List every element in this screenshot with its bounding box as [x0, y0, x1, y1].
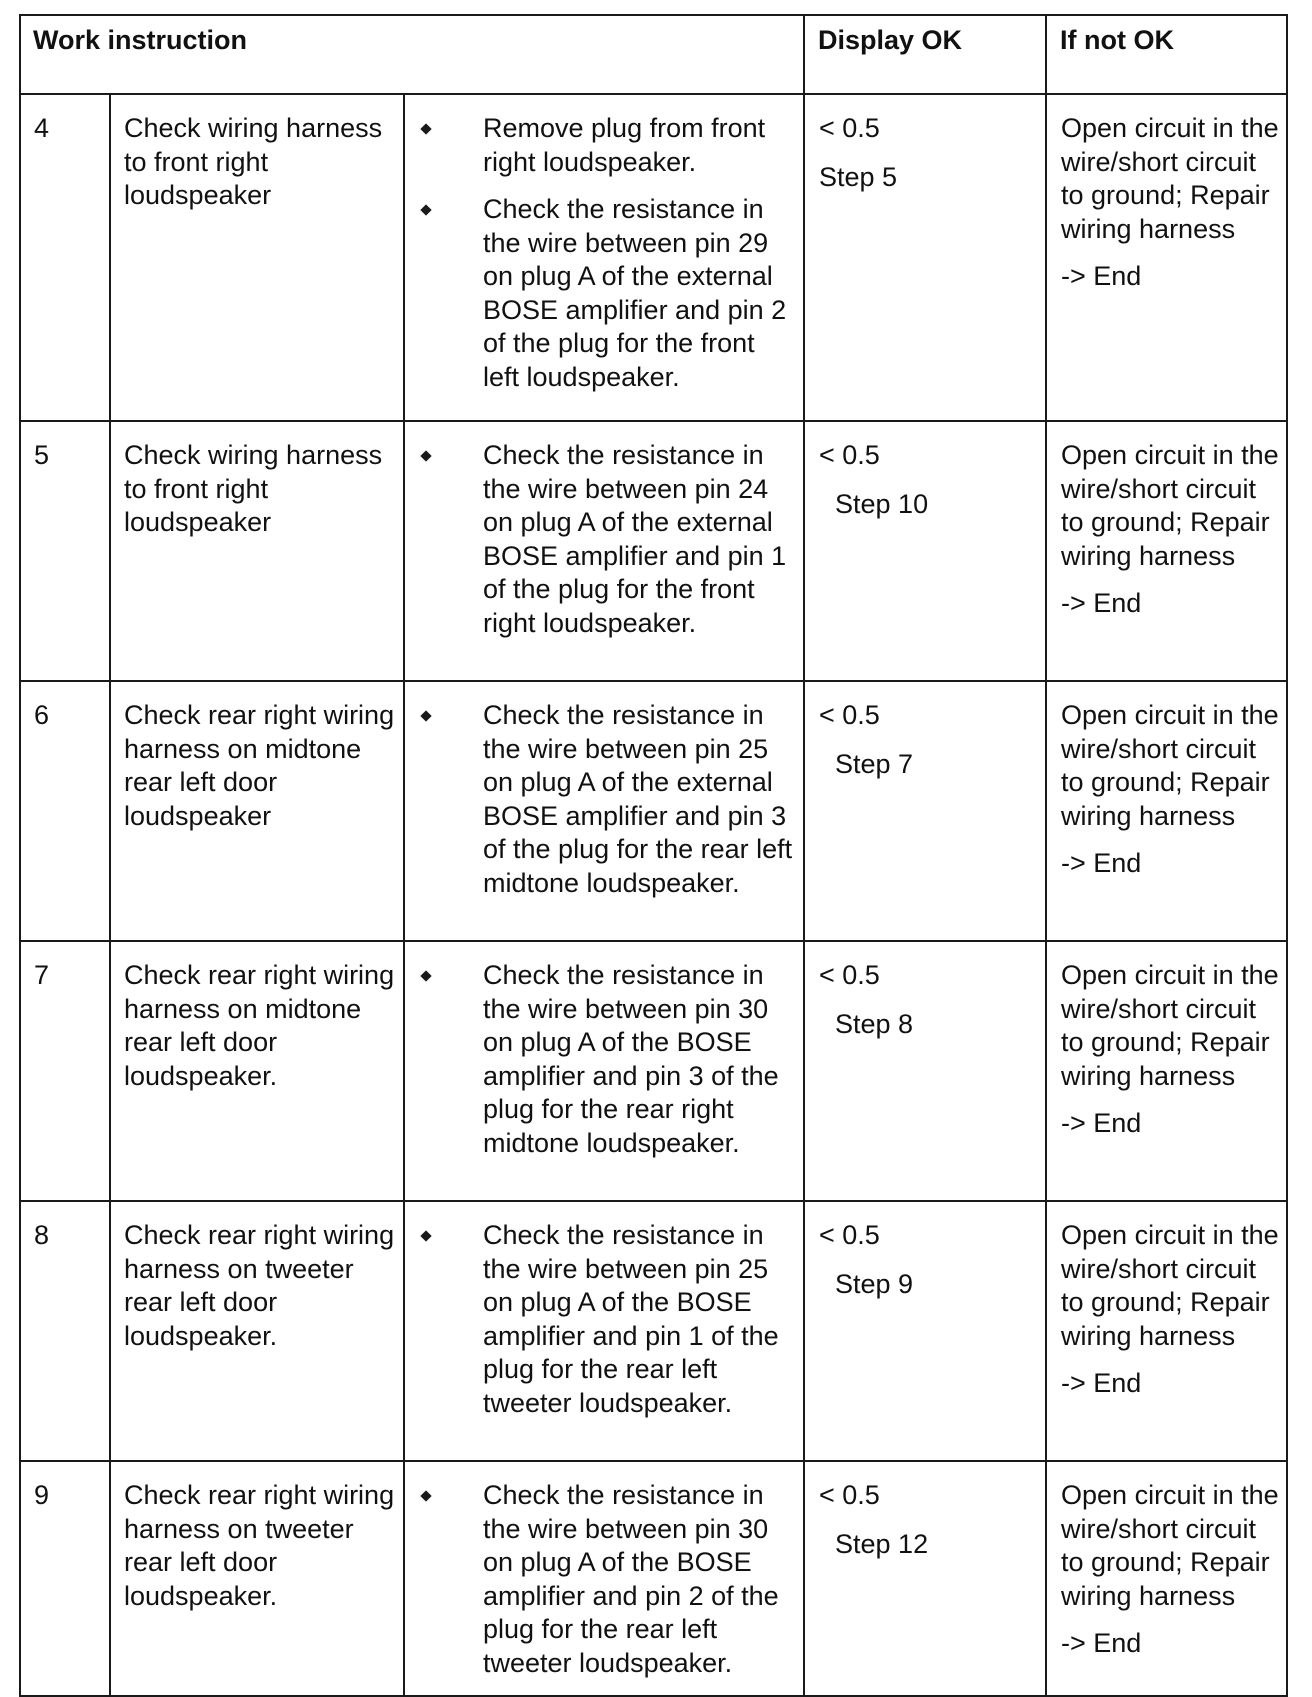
- not-ok-text: Open circuit in the wire/short circuit to ground; Repair wiring harness: [1061, 113, 1279, 244]
- action-list: [405, 1479, 797, 1680]
- step-actions: [404, 421, 804, 681]
- work-instruction-table: [19, 14, 1288, 1697]
- ok-threshold: < 0.5: [819, 1480, 880, 1510]
- step-description: Check rear right wiring harness on tweeter rear left door loudspeaker.: [110, 1201, 404, 1461]
- ok-threshold: < 0.5: [819, 700, 880, 730]
- not-ok-cell: [1046, 421, 1287, 681]
- action-list: [405, 439, 797, 640]
- display-ok-cell: [804, 681, 1046, 941]
- action-text: Check the resistance in the wire between pin 25 on plug A of the external BOSE amplifier and pin 3 of the plug for the rear left midtone loudspeaker.: [483, 700, 793, 898]
- ok-next-step: Step 8: [835, 1008, 914, 1039]
- list-item: [405, 193, 797, 394]
- action-list: [405, 959, 797, 1160]
- ok-next-step: Step 12: [835, 1528, 929, 1559]
- not-ok-end: -> End: [1061, 1628, 1142, 1658]
- list-item: [405, 439, 797, 640]
- not-ok-text: Open circuit in the wire/short circuit to ground; Repair wiring harness: [1061, 440, 1279, 571]
- display-ok-cell: [804, 941, 1046, 1201]
- display-ok-cell: [804, 94, 1046, 421]
- display-ok-cell: [804, 1461, 1046, 1696]
- step-actions: [404, 941, 804, 1201]
- list-item: [405, 959, 797, 1160]
- action-list: [405, 1219, 797, 1420]
- header-work-instruction: Work instruction: [20, 15, 804, 94]
- step-number: 5: [20, 421, 110, 681]
- header-display-ok: Display OK: [804, 15, 1046, 94]
- diamond-bullet-icon: [420, 204, 431, 215]
- header-if-not-ok: If not OK: [1046, 15, 1287, 94]
- ok-next-step: Step 9: [835, 1268, 914, 1299]
- step-number: 8: [20, 1201, 110, 1461]
- ok-next-step: Step 5: [819, 161, 898, 192]
- action-text: Check the resistance in the wire between pin 29 on plug A of the external BOSE amplifier and pin 2 of the plug for the front left loudspeaker.: [483, 194, 787, 392]
- list-item: [405, 1479, 797, 1680]
- action-text: Check the resistance in the wire between pin 25 on plug A of the BOSE amplifier and pin 1 of the plug for the rear left tweeter loudspeaker.: [483, 1220, 779, 1418]
- step-description: Check wiring harness to front right loudspeaker: [110, 421, 404, 681]
- diamond-bullet-icon: [420, 1230, 431, 1241]
- list-item: [405, 699, 797, 900]
- table-row: [20, 421, 1287, 681]
- not-ok-cell: [1046, 681, 1287, 941]
- action-list: [405, 699, 797, 900]
- table-header-row: [20, 15, 1287, 94]
- diamond-bullet-icon: [420, 970, 431, 981]
- table-row: [20, 941, 1287, 1201]
- table-row: [20, 1461, 1287, 1696]
- step-number: 9: [20, 1461, 110, 1696]
- ok-threshold: < 0.5: [819, 1220, 880, 1250]
- step-actions: [404, 1201, 804, 1461]
- diamond-bullet-icon: [420, 710, 431, 721]
- display-ok-cell: [804, 421, 1046, 681]
- not-ok-text: Open circuit in the wire/short circuit to ground; Repair wiring harness: [1061, 1220, 1279, 1351]
- table-row: [20, 1201, 1287, 1461]
- ok-next-step: Step 10: [835, 488, 929, 519]
- action-list: [405, 112, 797, 394]
- step-description: Check wiring harness to front right loudspeaker: [110, 94, 404, 421]
- ok-threshold: < 0.5: [819, 113, 880, 143]
- table-row: [20, 94, 1287, 421]
- list-item: [405, 112, 797, 179]
- not-ok-text: Open circuit in the wire/short circuit to ground; Repair wiring harness: [1061, 1480, 1279, 1611]
- not-ok-cell: [1046, 1461, 1287, 1696]
- not-ok-end: -> End: [1061, 1108, 1142, 1138]
- table-row: [20, 681, 1287, 941]
- list-item: [405, 1219, 797, 1420]
- step-number: 4: [20, 94, 110, 421]
- ok-next-step: Step 7: [835, 748, 914, 779]
- not-ok-end: -> End: [1061, 1368, 1142, 1398]
- step-actions: [404, 94, 804, 421]
- action-text: Check the resistance in the wire between pin 24 on plug A of the external BOSE amplifier and pin 1 of the plug for the front right loudspeaker.: [483, 440, 787, 638]
- not-ok-end: -> End: [1061, 261, 1142, 291]
- step-description: Check rear right wiring harness on tweeter rear left door loudspeaker.: [110, 1461, 404, 1696]
- action-text: Check the resistance in the wire between pin 30 on plug A of the BOSE amplifier and pin 2 of the plug for the rear left tweeter loudspeaker.: [483, 1480, 779, 1678]
- not-ok-cell: [1046, 1201, 1287, 1461]
- not-ok-cell: [1046, 94, 1287, 421]
- step-actions: [404, 681, 804, 941]
- action-text: Remove plug from front right loudspeaker.: [483, 113, 766, 177]
- ok-threshold: < 0.5: [819, 440, 880, 470]
- not-ok-text: Open circuit in the wire/short circuit to ground; Repair wiring harness: [1061, 700, 1279, 831]
- diamond-bullet-icon: [420, 450, 431, 461]
- diamond-bullet-icon: [420, 123, 431, 134]
- not-ok-text: Open circuit in the wire/short circuit to ground; Repair wiring harness: [1061, 960, 1279, 1091]
- display-ok-cell: [804, 1201, 1046, 1461]
- not-ok-end: -> End: [1061, 848, 1142, 878]
- diamond-bullet-icon: [420, 1490, 431, 1501]
- step-description: Check rear right wiring harness on midtone rear left door loudspeaker: [110, 681, 404, 941]
- step-number: 7: [20, 941, 110, 1201]
- step-number: 6: [20, 681, 110, 941]
- ok-threshold: < 0.5: [819, 960, 880, 990]
- not-ok-cell: [1046, 941, 1287, 1201]
- not-ok-end: -> End: [1061, 588, 1142, 618]
- step-description: Check rear right wiring harness on midtone rear left door loudspeaker.: [110, 941, 404, 1201]
- action-text: Check the resistance in the wire between pin 30 on plug A of the BOSE amplifier and pin 3 of the plug for the rear right midtone loudspeaker.: [483, 960, 779, 1158]
- step-actions: [404, 1461, 804, 1696]
